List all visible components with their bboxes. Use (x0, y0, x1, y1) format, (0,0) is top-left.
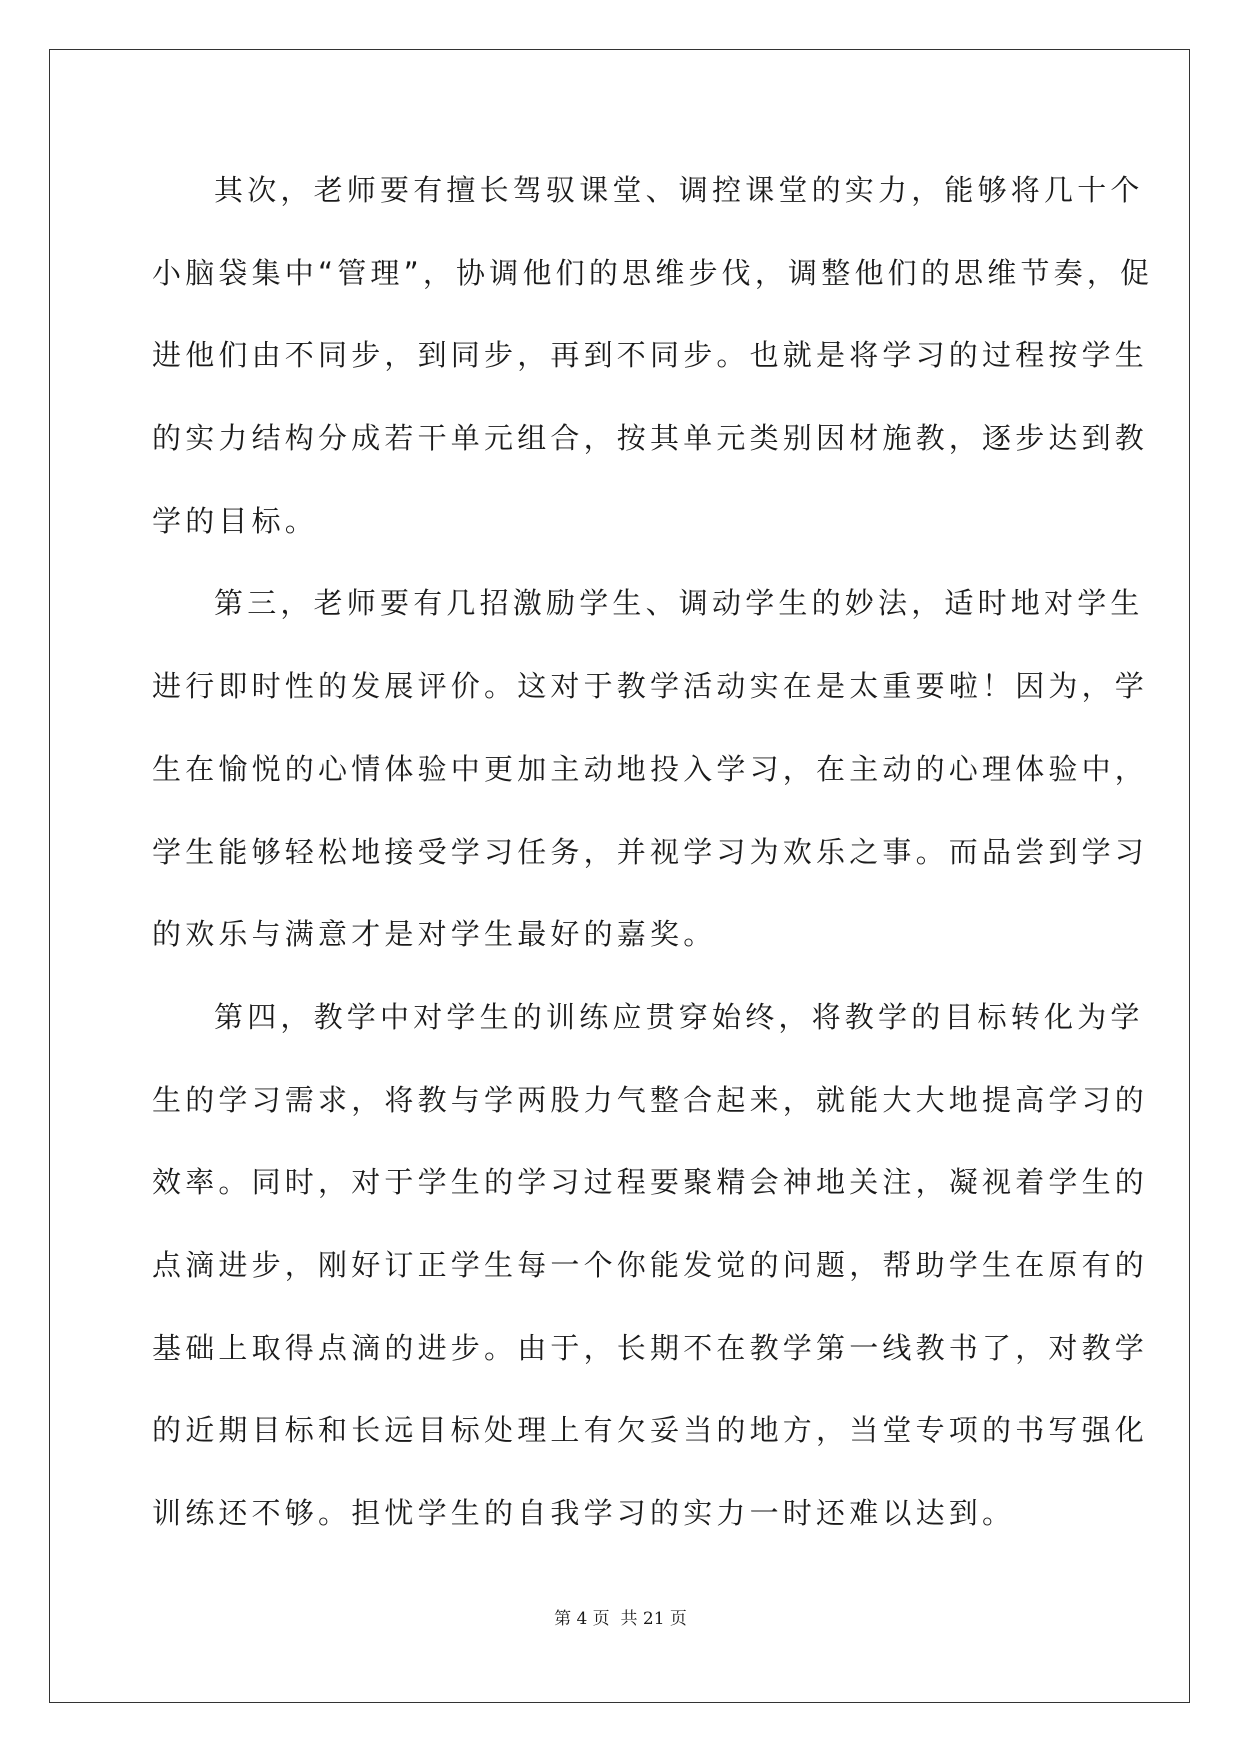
paragraph-1-line-4: 的实力结构分成若干单元组合，按其单元类别因材施教，逐步达到教 (152, 421, 1149, 456)
paragraph-3-line-2: 生的学习需求，将教与学两股力气整合起来，就能大大地提高学习的 (152, 1082, 1149, 1117)
paragraph-3-line-3: 效率。同时，对于学生的学习过程要聚精会神地关注，凝视着学生的 (152, 1165, 1149, 1200)
paragraph-2-line-2: 进行即时性的发展评价。这对于教学活动实在是太重要啦！因为，学 (152, 669, 1149, 704)
paragraph-1-line-5: 学的目标。 (152, 503, 319, 538)
page-number-footer: 第 4 页 共 21 页 (554, 1609, 687, 1629)
paragraph-2-line-3: 生在愉悦的心情体验中更加主动地投入学习，在主动的心理体验中， (152, 751, 1149, 786)
paragraph-2-line-1: 第三，老师要有几招激励学生、调动学生的妙法，适时地对学生 (214, 586, 1144, 621)
paragraph-1-line-2: 小脑袋集中“管理”，协调他们的思维步伐，调整他们的思维节奏，促 (152, 255, 1154, 290)
paragraph-3-line-7: 训练还不够。担忧学生的自我学习的实力一时还难以达到。 (152, 1496, 1016, 1530)
paragraph-2-line-4: 学生能够轻松地接受学习任务，并视学习为欢乐之事。而品尝到学习 (152, 834, 1149, 869)
paragraph-3-line-1: 第四，教学中对学生的训练应贯穿始终，将教学的目标转化为学 (214, 999, 1144, 1034)
paragraph-3-line-6: 的近期目标和长远目标处理上有欠妥当的地方，当堂专项的书写强化 (152, 1413, 1149, 1448)
paragraph-3-line-5: 基础上取得点滴的进步。由于，长期不在教学第一线教书了，对教学 (152, 1330, 1149, 1365)
paragraph-3-line-4: 点滴进步，刚好订正学生每一个你能发觉的问题，帮助学生在原有的 (152, 1247, 1149, 1282)
document-body (152, 149, 1154, 1555)
paragraph-1-line-1: 其次，老师要有擅长驾驭课堂、调控课堂的实力，能够将几十个 (214, 173, 1144, 207)
paragraph-2-line-5: 的欢乐与满意才是对学生最好的嘉奖。 (152, 917, 717, 952)
paragraph-1-line-3: 进他们由不同步，到同步，再到不同步。也就是将学习的过程按学生 (152, 338, 1149, 373)
